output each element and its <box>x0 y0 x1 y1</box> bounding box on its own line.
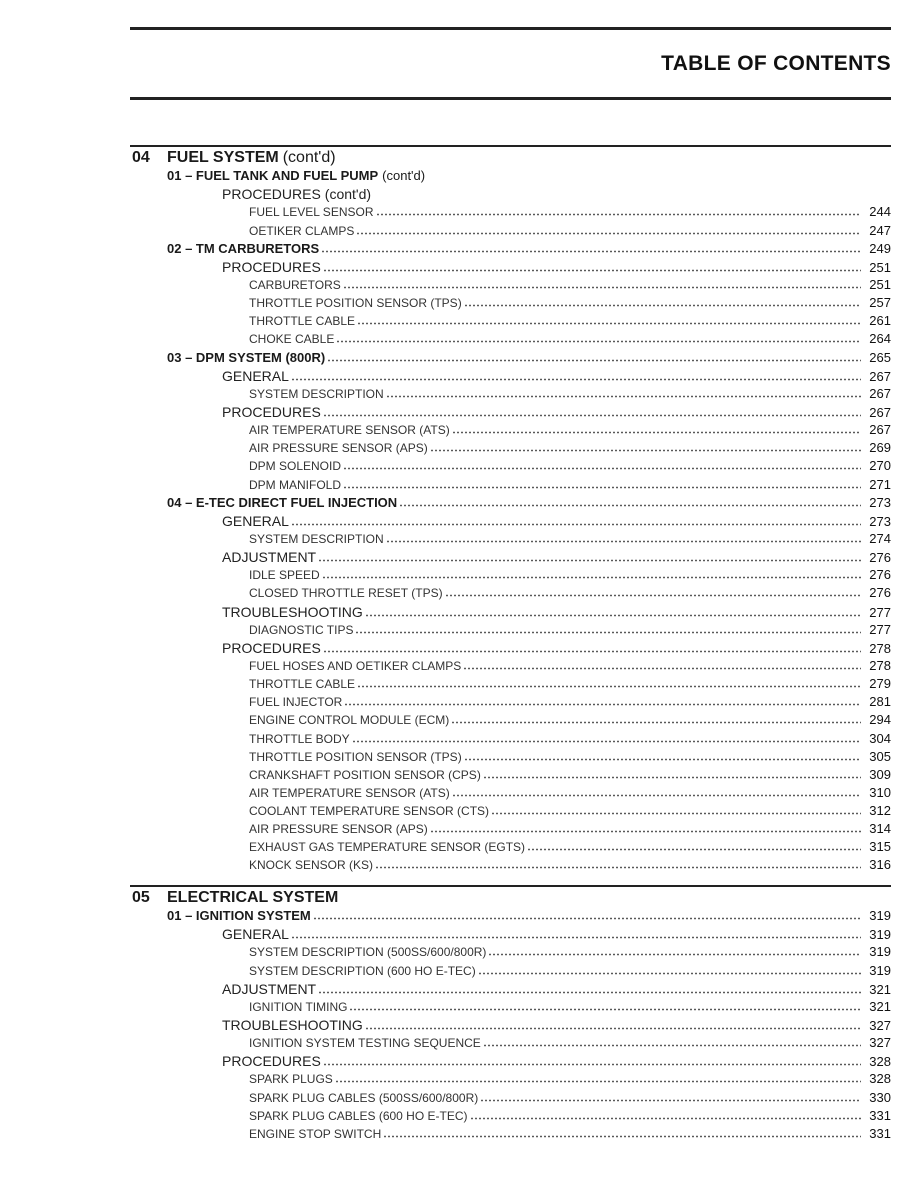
page-number: 276 <box>869 567 891 583</box>
toc-entry[interactable] <box>130 748 891 766</box>
page-number: 271 <box>869 476 891 492</box>
toc-entry[interactable] <box>130 657 891 675</box>
toc-entry[interactable] <box>130 711 891 729</box>
page-number: 274 <box>869 530 891 546</box>
toc-entry[interactable] <box>130 385 891 403</box>
toc-entry[interactable] <box>130 185 891 203</box>
page-number: 261 <box>869 313 891 329</box>
dot-leader <box>322 569 861 579</box>
entry-label: THROTTLE BODY <box>249 731 350 746</box>
page-number: 319 <box>869 944 891 960</box>
page-number: 327 <box>869 1017 891 1033</box>
page-number: 270 <box>869 458 891 474</box>
dot-leader <box>352 733 861 743</box>
chapter-rule <box>130 145 891 147</box>
entry-label: 01 – IGNITION SYSTEM <box>167 908 311 924</box>
entry-label: DPM MANIFOLD <box>249 477 342 492</box>
toc-entry[interactable] <box>130 439 891 457</box>
page-number: 276 <box>869 550 891 566</box>
dot-leader <box>349 1001 861 1011</box>
page-number: 321 <box>869 981 891 997</box>
toc-entry[interactable] <box>130 962 891 980</box>
dot-leader <box>480 1092 861 1102</box>
dot-leader <box>323 643 861 653</box>
toc-entry[interactable] <box>130 494 891 512</box>
dot-leader <box>383 1128 861 1138</box>
entry-label: CARBURETORS <box>249 277 341 292</box>
page-number: 315 <box>869 839 891 855</box>
entry-label: ADJUSTMENT <box>222 980 317 997</box>
toc-entry[interactable] <box>130 530 891 548</box>
entry-label: IGNITION TIMING <box>249 999 348 1014</box>
dot-leader <box>291 371 861 381</box>
toc-entry[interactable] <box>130 1016 891 1034</box>
entry-label: PROCEDURES <box>222 1053 321 1070</box>
page-number: 330 <box>869 1089 891 1105</box>
entry-label: GENERAL <box>222 367 289 384</box>
dot-leader <box>376 206 862 216</box>
page-number: 273 <box>869 513 891 529</box>
toc-entry[interactable] <box>130 820 891 838</box>
toc-entry[interactable] <box>130 457 891 475</box>
dot-leader <box>470 1110 861 1120</box>
toc-entry[interactable] <box>130 312 891 330</box>
dot-leader <box>318 984 861 994</box>
toc-entry[interactable] <box>130 693 891 711</box>
dot-leader <box>488 946 861 956</box>
page-number: 269 <box>869 440 891 456</box>
dot-leader <box>483 769 861 779</box>
page-number: 278 <box>869 640 891 656</box>
entry-label: CLOSED THROTTLE RESET (TPS) <box>249 586 443 601</box>
toc-entry[interactable] <box>130 907 891 925</box>
toc-entry[interactable] <box>130 1125 891 1143</box>
toc-entry[interactable] <box>130 925 891 943</box>
page-number: 249 <box>869 240 891 256</box>
toc-entry[interactable] <box>130 512 891 530</box>
chapter-number: 05 <box>132 889 150 906</box>
toc-entry[interactable] <box>130 943 891 961</box>
dot-leader <box>318 552 861 562</box>
page-number: 309 <box>869 766 891 782</box>
dot-leader <box>291 516 861 526</box>
page-number: 328 <box>869 1054 891 1070</box>
dot-leader <box>344 696 861 706</box>
dot-leader <box>451 714 861 724</box>
page-number: 273 <box>869 494 891 510</box>
toc-entry[interactable] <box>130 1089 891 1107</box>
page-number: 267 <box>869 422 891 438</box>
entry-label: SYSTEM DESCRIPTION <box>249 531 384 546</box>
toc-entry[interactable] <box>130 675 891 693</box>
page-number: 319 <box>869 927 891 943</box>
entry-label: FUEL LEVEL SENSOR <box>249 205 374 220</box>
toc-entry[interactable] <box>130 838 891 856</box>
page-number: 276 <box>869 585 891 601</box>
entry-label: THROTTLE CABLE <box>249 314 356 329</box>
toc-entry[interactable] <box>130 784 891 802</box>
dot-leader <box>375 859 861 869</box>
toc-entry[interactable] <box>130 1034 891 1052</box>
toc-entry[interactable] <box>130 1070 891 1088</box>
page-number: 281 <box>869 694 891 710</box>
dot-leader <box>399 497 861 507</box>
entry-label: IGNITION SYSTEM TESTING SEQUENCE <box>249 1036 481 1051</box>
entry-label: OETIKER CLAMPS <box>249 223 355 238</box>
page-number: 277 <box>869 621 891 637</box>
entry-label: 04 – E-TEC DIRECT FUEL INJECTION <box>167 494 398 510</box>
dot-leader <box>365 1020 861 1030</box>
entry-label: AIR TEMPERATURE SENSOR (ATS) <box>249 785 450 800</box>
toc-entry[interactable] <box>130 998 891 1016</box>
entry-label: PROCEDURES <box>222 258 321 275</box>
entry-label: DPM SOLENOID <box>249 459 342 474</box>
page-number: 267 <box>869 368 891 384</box>
entry-label: FUEL SYSTEM <box>167 149 279 166</box>
entry-label: TROUBLESHOOTING <box>222 1016 363 1033</box>
page-number: 265 <box>869 349 891 365</box>
toc-entry[interactable] <box>130 639 891 657</box>
toc-entry[interactable] <box>130 584 891 602</box>
entry-label: AIR TEMPERATURE SENSOR (ATS) <box>249 423 450 438</box>
toc-entry[interactable] <box>130 167 891 185</box>
entry-suffix: (cont'd) <box>324 186 372 203</box>
dot-leader <box>445 587 861 597</box>
page-number: 319 <box>869 908 891 924</box>
dot-leader <box>365 607 861 617</box>
entry-label: SPARK PLUG CABLES (600 HO E-TEC) <box>249 1108 468 1123</box>
toc-entry[interactable] <box>130 766 891 784</box>
entry-label: SYSTEM DESCRIPTION (600 HO E-TEC) <box>249 963 476 978</box>
dot-leader <box>343 479 861 489</box>
entry-label: COOLANT TEMPERATURE SENSOR (CTS) <box>249 804 490 819</box>
entry-label: AIR PRESSURE SENSOR (APS) <box>249 822 428 837</box>
page-number: 277 <box>869 604 891 620</box>
dot-leader <box>527 841 861 851</box>
entry-label: THROTTLE POSITION SENSOR (TPS) <box>249 296 462 311</box>
page-number: 331 <box>869 1125 891 1141</box>
page-number: 267 <box>869 385 891 401</box>
page-number: 267 <box>869 404 891 420</box>
toc-entry[interactable] <box>130 367 891 385</box>
toc-entry[interactable] <box>130 203 891 221</box>
chapter-rule <box>130 885 891 887</box>
page-number: 310 <box>869 784 891 800</box>
entry-label: GENERAL <box>222 512 289 529</box>
toc-entry[interactable] <box>130 240 891 258</box>
toc-entry[interactable] <box>130 856 891 874</box>
toc-entry[interactable] <box>130 730 891 748</box>
dot-leader <box>452 787 861 797</box>
page-number: 244 <box>869 204 891 220</box>
toc-entry[interactable] <box>130 566 891 584</box>
dot-leader <box>343 460 861 470</box>
entry-label: PROCEDURES <box>222 639 321 656</box>
toc-entry[interactable] <box>130 330 891 348</box>
entry-label: SPARK PLUGS <box>249 1072 333 1087</box>
page-number: 328 <box>869 1071 891 1087</box>
toc-entry[interactable] <box>130 294 891 312</box>
toc-entry[interactable] <box>130 1052 891 1070</box>
chapter-number: 04 <box>132 149 150 166</box>
dot-leader <box>464 297 861 307</box>
dot-leader <box>313 910 861 920</box>
toc-entry[interactable] <box>130 276 891 294</box>
entry-label: IDLE SPEED <box>249 568 320 583</box>
dot-leader <box>386 388 861 398</box>
entry-label: DIAGNOSTIC TIPS <box>249 622 354 637</box>
dot-leader <box>291 929 861 939</box>
dot-leader <box>386 533 861 543</box>
entry-label: FUEL INJECTOR <box>249 695 343 710</box>
page-number: 247 <box>869 222 891 238</box>
entry-label: CHOKE CABLE <box>249 332 335 347</box>
entry-label: ADJUSTMENT <box>222 549 317 566</box>
chapter-heading[interactable] <box>130 889 891 907</box>
toc-entry[interactable] <box>130 222 891 240</box>
page-number: 257 <box>869 295 891 311</box>
entry-label: 02 – TM CARBURETORS <box>167 240 320 256</box>
entry-label: THROTTLE CABLE <box>249 677 356 692</box>
page-number: 331 <box>869 1107 891 1123</box>
toc-entry[interactable] <box>130 349 891 367</box>
entry-label: 03 – DPM SYSTEM (800R) <box>167 349 326 365</box>
page-number: 327 <box>869 1035 891 1051</box>
toc-entry[interactable] <box>130 548 891 566</box>
entry-label: ENGINE CONTROL MODULE (ECM) <box>249 713 450 728</box>
dot-leader <box>355 624 861 634</box>
page-number: 294 <box>869 712 891 728</box>
entry-label: KNOCK SENSOR (KS) <box>249 858 374 873</box>
page-number: 305 <box>869 748 891 764</box>
chapter-heading[interactable] <box>130 149 891 167</box>
dot-leader <box>491 805 861 815</box>
dot-leader <box>327 352 861 362</box>
dot-leader <box>336 333 861 343</box>
dot-leader <box>452 424 861 434</box>
toc-entry[interactable] <box>130 476 891 494</box>
entry-label: TROUBLESHOOTING <box>222 603 363 620</box>
entry-label: SYSTEM DESCRIPTION <box>249 386 384 401</box>
page-number: 264 <box>869 331 891 347</box>
page-number: 316 <box>869 857 891 873</box>
dot-leader <box>478 965 861 975</box>
dot-leader <box>356 225 861 235</box>
toc-entry[interactable] <box>130 421 891 439</box>
entry-label: FUEL HOSES AND OETIKER CLAMPS <box>249 658 462 673</box>
entry-label: ELECTRICAL SYSTEM <box>167 889 339 906</box>
dot-leader <box>321 243 861 253</box>
page-number: 321 <box>869 998 891 1014</box>
entry-label: SYSTEM DESCRIPTION (500SS/600/800R) <box>249 945 487 960</box>
dot-leader <box>483 1037 861 1047</box>
entry-label: PROCEDURES <box>222 403 321 420</box>
page-title: TABLE OF CONTENTS <box>661 52 891 75</box>
dot-leader <box>335 1073 861 1083</box>
page-number: 314 <box>869 821 891 837</box>
entry-label: AIR PRESSURE SENSOR (APS) <box>249 441 428 456</box>
top-rule <box>130 27 891 30</box>
dot-leader <box>464 751 861 761</box>
page-number: 312 <box>869 803 891 819</box>
dot-leader <box>463 660 861 670</box>
toc-entry[interactable] <box>130 980 891 998</box>
header-rule <box>130 97 891 100</box>
page-number: 279 <box>869 676 891 692</box>
entry-label: ENGINE STOP SWITCH <box>249 1126 382 1141</box>
entry-label: THROTTLE POSITION SENSOR (TPS) <box>249 749 462 764</box>
page-number: 304 <box>869 730 891 746</box>
entry-label: 01 – FUEL TANK AND FUEL PUMP <box>167 168 379 184</box>
page-number: 251 <box>869 276 891 292</box>
page-number: 278 <box>869 657 891 673</box>
chapter-04 <box>130 145 891 875</box>
toc-entry[interactable] <box>130 1107 891 1125</box>
toc-entry[interactable] <box>130 403 891 421</box>
dot-leader <box>343 279 861 289</box>
toc-entry[interactable] <box>130 621 891 639</box>
entry-suffix: (cont'd) <box>282 149 336 166</box>
dot-leader <box>323 262 861 272</box>
dot-leader <box>430 442 861 452</box>
toc-entry[interactable] <box>130 802 891 820</box>
entry-suffix: (cont'd) <box>382 168 426 184</box>
page-number: 319 <box>869 962 891 978</box>
dot-leader <box>323 407 861 417</box>
chapter-05 <box>130 885 891 1143</box>
dot-leader <box>323 1056 861 1066</box>
toc-entry[interactable] <box>130 258 891 276</box>
entry-label: SPARK PLUG CABLES (500SS/600/800R) <box>249 1090 479 1105</box>
dot-leader <box>430 823 861 833</box>
entry-label: PROCEDURES <box>222 186 321 203</box>
dot-leader <box>357 678 861 688</box>
dot-leader <box>357 315 861 325</box>
entry-label: GENERAL <box>222 926 289 943</box>
entry-label: EXHAUST GAS TEMPERATURE SENSOR (EGTS) <box>249 840 526 855</box>
page-number: 251 <box>869 259 891 275</box>
toc-entry[interactable] <box>130 603 891 621</box>
entry-label: CRANKSHAFT POSITION SENSOR (CPS) <box>249 767 481 782</box>
